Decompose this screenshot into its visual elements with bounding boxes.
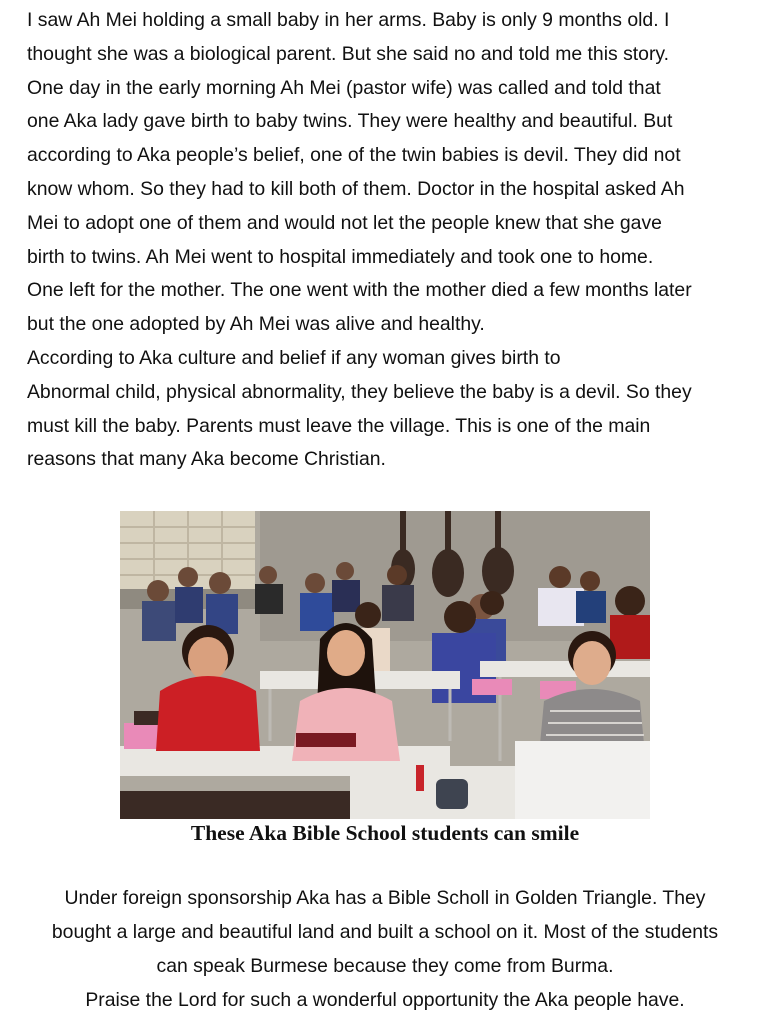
story-line: Abnormal child, physical abnormality, they believe the baby is a devil. So they (27, 380, 692, 403)
story-line: reasons that many Aka become Christian. (27, 448, 386, 471)
closing-line: can speak Burmese because they come from Burma. (156, 955, 614, 977)
classroom-photo-illustration (120, 511, 650, 819)
story-line: One left for the mother. The one went with the mother died a few months later (27, 279, 692, 302)
story-line: according to Aka people’s belief, one of the twin babies is devil. They did not (27, 144, 681, 167)
story-line: One day in the early morning Ah Mei (pastor wife) was called and told that (27, 76, 661, 99)
story-line: I saw Ah Mei holding a small baby in her arms. Baby is only 9 months old. I (27, 9, 670, 31)
story-line: According to Aka culture and belief if any woman gives birth to (27, 346, 561, 369)
story-line: but the one adopted by Ah Mei was alive and healthy. (27, 313, 485, 336)
story-paragraph (27, 4, 747, 477)
closing-line: bought a large and beautiful land and built a school on it. Most of the students (51, 921, 719, 943)
story-line: thought she was a biological parent. But she said no and told me this story. (27, 42, 670, 65)
closing-paragraph (0, 881, 760, 1017)
story-line: birth to twins. Ah Mei went to hospital immediately and took one to home. (27, 245, 654, 268)
classroom-photo (120, 511, 650, 819)
story-line: know whom. So they had to kill both of them. Doctor in the hospital asked Ah (27, 177, 685, 200)
story-line: one Aka lady gave birth to baby twins. They were healthy and beautiful. But (27, 110, 673, 133)
photo-caption: These Aka Bible School students can smile (190, 821, 580, 845)
closing-line: Under foreign sponsorship Aka has a Bible Scholl in Golden Triangle. They (64, 887, 706, 909)
closing-line: Praise the Lord for such a wonderful opportunity the Aka people have. (85, 989, 685, 1011)
story-line: Mei to adopt one of them and would not let the people knew that she gave (27, 211, 662, 234)
story-line: must kill the baby. Parents must leave the village. This is one of the main (27, 414, 651, 437)
